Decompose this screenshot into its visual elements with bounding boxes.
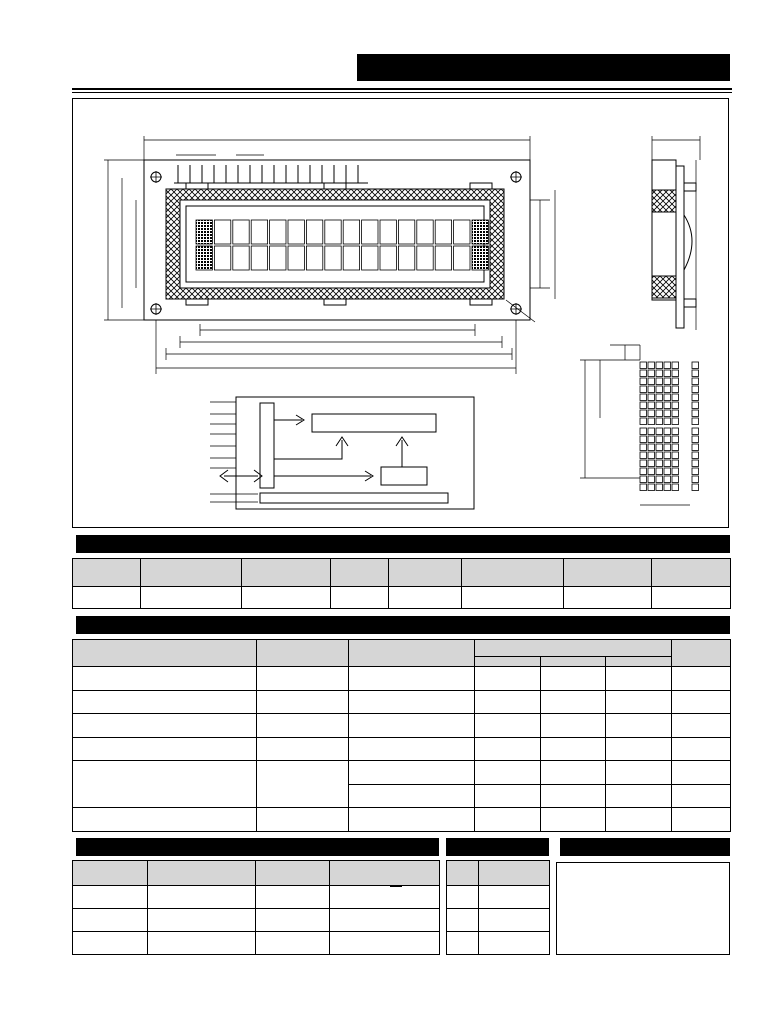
font-dot: [664, 444, 671, 451]
font-dot: [692, 402, 699, 409]
font-dot: [692, 410, 699, 417]
font-dot: [656, 436, 663, 443]
font-dot: [656, 370, 663, 377]
font-dot: [648, 418, 655, 425]
font-dot: [692, 428, 699, 435]
font-dot: [640, 370, 647, 377]
font-dot: [664, 484, 671, 491]
font-dot: [664, 402, 671, 409]
font-dot: [664, 436, 671, 443]
font-dot: [672, 394, 679, 401]
font-dot: [664, 378, 671, 385]
font-dot: [692, 468, 699, 475]
section-bar-backlight: [446, 838, 549, 856]
notes-box: [556, 862, 730, 955]
overline-mark: [390, 886, 402, 887]
font-dot: [672, 460, 679, 467]
font-dot: [648, 394, 655, 401]
font-dot: [672, 476, 679, 483]
font-dot: [648, 436, 655, 443]
font-dot: [656, 444, 663, 451]
font-dot: [640, 418, 647, 425]
font-dot: [648, 476, 655, 483]
font-dot: [692, 444, 699, 451]
font-dot: [648, 428, 655, 435]
section-bar-ordering: [72, 535, 730, 553]
font-dot: [656, 362, 663, 369]
character-cell: [196, 246, 212, 270]
font-dot: [692, 370, 699, 377]
character-cell: [472, 246, 488, 270]
font-dot: [640, 428, 647, 435]
font-dot: [672, 468, 679, 475]
ordering-table: [72, 558, 731, 609]
font-dot: [656, 460, 663, 467]
block-diagram: [210, 397, 474, 509]
font-dot: [640, 378, 647, 385]
font-dot: [648, 444, 655, 451]
section-bar-notes: [556, 838, 730, 856]
font-dot: [640, 394, 647, 401]
font-dot: [640, 460, 647, 467]
font-dot: [656, 386, 663, 393]
font-dot: [672, 386, 679, 393]
font-dot: [648, 386, 655, 393]
font-dot: [672, 484, 679, 491]
font-dot: [656, 476, 663, 483]
font-dot: [656, 394, 663, 401]
font-dot: [656, 452, 663, 459]
font-dot: [656, 484, 663, 491]
font-dot: [640, 362, 647, 369]
font-dot: [664, 460, 671, 467]
font-dot: [672, 444, 679, 451]
font-dot: [672, 410, 679, 417]
font-dot: [648, 410, 655, 417]
font-dot: [656, 378, 663, 385]
font-dot: [664, 394, 671, 401]
font-dot: [692, 394, 699, 401]
section-bar-electrical: [72, 616, 730, 634]
font-dot: [640, 386, 647, 393]
font-dot: [648, 370, 655, 377]
font-dot: [692, 418, 699, 425]
font-dot: [648, 452, 655, 459]
font-dot: [648, 484, 655, 491]
font-dot: [640, 452, 647, 459]
font-dot: [640, 476, 647, 483]
font-dot: [692, 460, 699, 467]
font-dot: [648, 378, 655, 385]
font-dot: [672, 370, 679, 377]
font-dot: [664, 386, 671, 393]
font-dot: [640, 468, 647, 475]
font-dot: [692, 362, 699, 369]
font-dot: [664, 476, 671, 483]
font-dot: [692, 386, 699, 393]
font-dot: [640, 484, 647, 491]
font-dot: [648, 468, 655, 475]
font-dot: [640, 436, 647, 443]
font-dot: [640, 444, 647, 451]
font-dot: [672, 428, 679, 435]
font-dot: [672, 436, 679, 443]
character-font-detail: [580, 345, 699, 505]
font-dot: [692, 476, 699, 483]
electrical-table: [72, 639, 731, 832]
font-dot: [648, 362, 655, 369]
font-dot: [672, 402, 679, 409]
font-dot: [664, 428, 671, 435]
font-dot: [672, 378, 679, 385]
font-dot: [656, 418, 663, 425]
character-cell: [472, 220, 488, 244]
font-dot: [664, 370, 671, 377]
font-dot: [664, 410, 671, 417]
font-dot: [640, 402, 647, 409]
font-dot: [672, 452, 679, 459]
font-dot: [664, 418, 671, 425]
font-dot: [664, 468, 671, 475]
font-dot: [656, 402, 663, 409]
backlight-table: [446, 860, 550, 955]
font-dot: [672, 362, 679, 369]
font-dot: [692, 378, 699, 385]
font-dot: [672, 418, 679, 425]
font-dot: [648, 460, 655, 467]
character-cell: [196, 220, 212, 244]
font-dot: [664, 452, 671, 459]
pin-table: [72, 860, 440, 955]
font-dot: [656, 410, 663, 417]
font-dot: [656, 428, 663, 435]
font-dot: [648, 402, 655, 409]
section-bar-pins: [72, 838, 439, 856]
side-view: [652, 136, 700, 330]
font-dot: [656, 468, 663, 475]
font-dot: [664, 362, 671, 369]
font-dot: [640, 410, 647, 417]
font-dot: [692, 484, 699, 491]
font-dot: [692, 436, 699, 443]
font-dot: [692, 452, 699, 459]
